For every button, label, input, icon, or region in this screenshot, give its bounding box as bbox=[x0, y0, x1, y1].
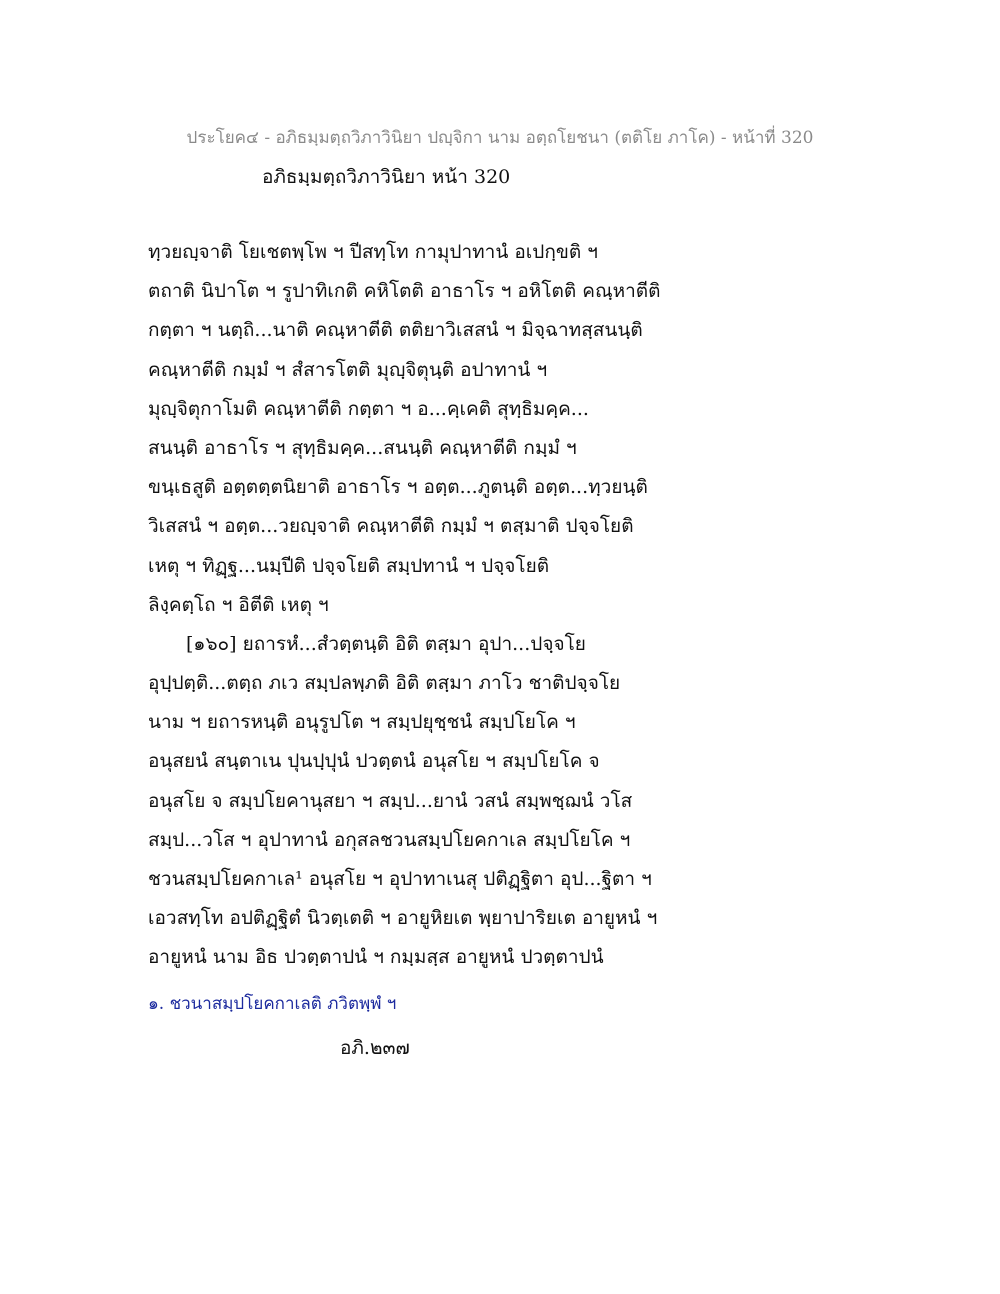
text-line: สนนฺติ อาธาโร ฯ สุทฺธิมคฺค...สนนฺติ คณฺหาตีติ กมฺมํ ฯ bbox=[148, 436, 577, 459]
text-line: อายูหนํ นาม อิธ ปวตฺตาปนํ ฯ กมฺมสฺส อายูหนํ ปวตฺตาปนํ bbox=[148, 946, 604, 969]
paragraph-start-line: [๑๖๐] ยถารหํ...สํวตฺตนฺติ อิติ ตสฺมา อุปา...ปจฺจโย bbox=[186, 632, 586, 655]
text-line: อนุสยนํ สนฺตาเน ปุนปฺปุนํ ปวตฺตนํ อนุสโย ฯ สมฺปโยโค จ bbox=[148, 750, 600, 773]
footnote: ๑. ชวนาสมฺปโยคกาเลติ ภวิตพฺพํ ฯ bbox=[148, 994, 397, 1014]
text-line: ทฺวยญฺจาติ โยเชตพฺโพ ฯ ปีสทฺโท กามุปาทานํ อเปกฺขติ ฯ bbox=[148, 241, 598, 263]
text-line: คณฺหาตีติ กมฺมํ ฯ สํสารโตติ มุญฺจิตุนฺติ อปาทานํ ฯ bbox=[148, 358, 548, 381]
text-line: ลิงฺคตฺโถ ฯ อิตีติ เหตุ ฯ bbox=[148, 593, 329, 616]
text-line: กตฺตา ฯ นตฺถิ...นาติ คณฺหาตีติ ตติยาวิเสสนํ ฯ มิจฺฉาทสฺสนนฺติ bbox=[148, 319, 643, 342]
text-line: อนุสโย จ สมฺปโยคานุสยา ฯ สมฺป...ยานํ วสนํ สมฺพชฺฌนํ วโส bbox=[148, 789, 633, 812]
text-line: นาม ฯ ยถารหนฺติ อนุรูปโต ฯ สมฺปยุชฺชนํ สมฺปโยโค ฯ bbox=[148, 711, 576, 734]
text-line: สมฺป...วโส ฯ อุปาทานํ อกุสลชวนสมฺปโยคกาเล สมฺปโยโค ฯ bbox=[148, 828, 631, 851]
page-title: อภิธมฺมตฺถวิภาวินิยา หน้า 320 bbox=[262, 166, 511, 188]
text-line: ขนฺเธสูติ อตฺตตฺตนิยาติ อาธาโร ฯ อตฺต...ภูตนฺติ อตฺต...ทฺวยนฺติ bbox=[148, 476, 648, 499]
text-line: มุญฺจิตุกาโมติ คณฺหาตีติ กตฺตา ฯ อ...คฺเคติ สุทฺธิมคฺค... bbox=[148, 397, 589, 420]
page-reference: อภิ.๒๓๗ bbox=[340, 1037, 410, 1059]
text-line: เอวสทฺโท อปติฏฺฐิตํ นิวตฺเตติ ฯ อายูหิยเต พฺยาปาริยเต อายูหนํ ฯ bbox=[148, 907, 658, 930]
text-line: เหตุ ฯ ทิฏฺฐ...นมฺปีติ ปจฺจโยติ สมฺปทานํ ฯ ปจฺจโยติ bbox=[148, 554, 550, 577]
body-text bbox=[148, 237, 708, 982]
text-line: ชวนสมฺปโยคกาเล¹ อนุสโย ฯ อุปาทาเนสุ ปติฏฺฐิตา อุป...ฐิตา ฯ bbox=[148, 868, 652, 890]
text-line: วิเสสนํ ฯ อตฺต...วยญฺจาติ คณฺหาตีติ กมฺมํ ฯ ตสฺมาติ ปจฺจโยติ bbox=[148, 515, 634, 538]
text-line: ตถาติ นิปาโต ฯ รูปาทิเกติ คหิโตติ อาธาโร ฯ อหิโตติ คณฺหาตีติ bbox=[148, 280, 661, 303]
text-line: อุปฺปตฺติ...ตตฺถ ภเว สมฺปลพฺภติ อิติ ตสฺมา ภาโว ชาติปจฺจโย bbox=[148, 672, 621, 695]
running-head: ประโยค๔ - อภิธมฺมตฺถวิภาวินิยา ปญฺจิกา นาม อตฺถโยชนา (ตติโย ภาโค) - หน้าที่ 320 bbox=[186, 128, 814, 148]
